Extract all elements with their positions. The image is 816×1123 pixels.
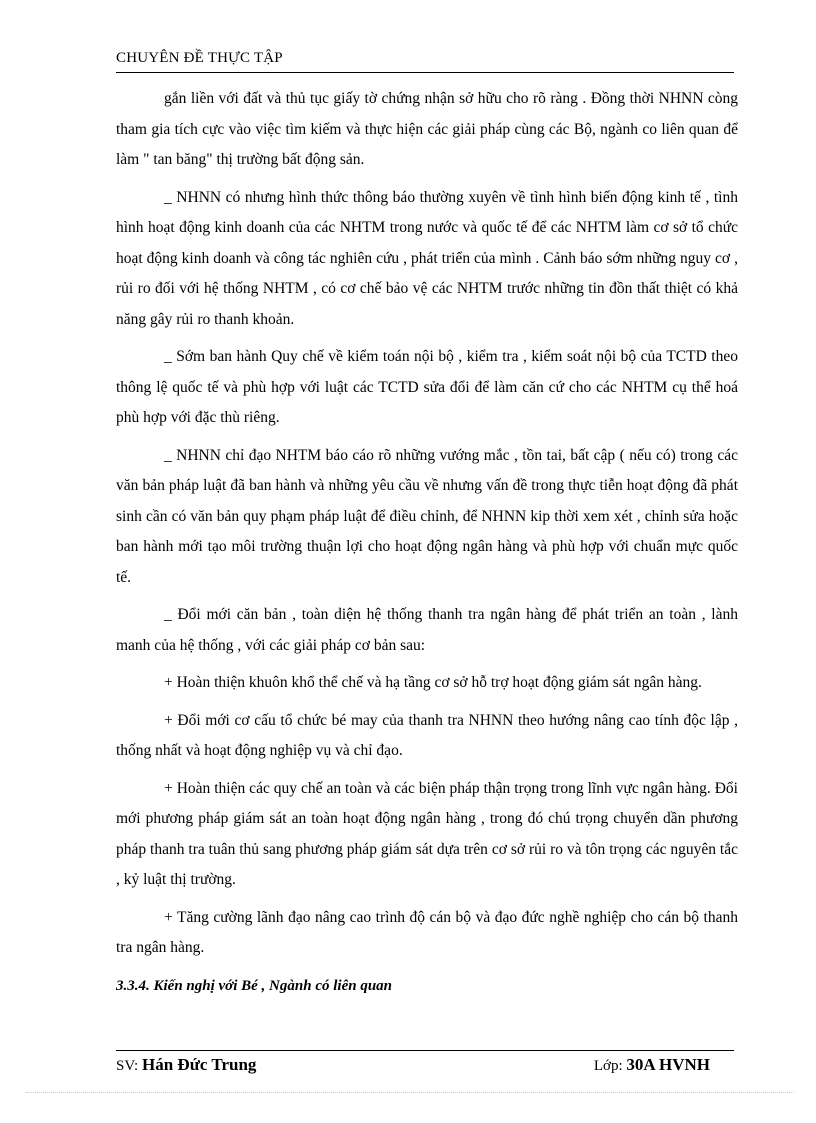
paragraph: + Hoàn thiện khuôn khổ thể chế và hạ tầng cơ sở hỗ trợ hoạt động giám sát ngân hàng. <box>164 674 702 691</box>
paragraph: _ Sớm ban hành Quy chế về kiểm toán nội bộ , kiểm tra , kiểm soát nội bộ của TCTD theo thông lệ quốc tế và phù hợp với luật các TCTD sửa đổi để làm căn cứ cho các NHTM cụ thể hoá phù hợp với đặc thù riêng. <box>116 348 738 426</box>
paragraph: _ NHNN chỉ đạo NHTM báo cáo rõ những vướng mắc , tồn tai, bất cập ( nếu có) trong các văn bản pháp luật đã ban hành và những yêu cầu về nhưng vấn đề trong thực tiễn hoạt động đã phát sinh cần có văn bản quy phạm pháp luật để điều chỉnh, để NHNN kip thời xem xét , chỉnh sửa hoặc ban hành mới tạo môi trường thuận lợi cho hoạt động ngân hàng và phù hợp với chuẩn mực quốc tế. <box>116 446 738 586</box>
student-label: SV: <box>116 1058 139 1074</box>
paragraph: + Tăng cường lãnh đạo nâng cao trình độ cán bộ và đạo đức nghề nghiệp cho cán bộ thanh tra ngân hàng. <box>116 908 738 956</box>
page-footer <box>116 1050 734 1081</box>
section-heading: 3.3.4. Kiến nghị với Bé , Ngành có liên quan <box>116 977 393 994</box>
header-title: CHUYÊN ĐỀ THỰC TẬP <box>116 50 283 66</box>
paragraph: gắn liền với đất và thủ tục giấy tờ chứng nhận sở hữu cho rõ ràng . Đồng thời NHNN còng tham gia tích cực vào việc tìm kiếm và thực hiện các giải pháp cùng các Bộ, ngành co liên quan để làm " tan băng" thị trường bất động sản. <box>116 90 738 168</box>
page-edge-divider <box>26 1092 794 1093</box>
class-label: Lớp: <box>593 1058 623 1074</box>
paragraph: + Đổi mới cơ cấu tổ chức bé may của thanh tra NHNN theo hướng nâng cao tính độc lập , thống nhất và hoạt động nghiệp vụ và chỉ đạo. <box>116 711 738 759</box>
student-name: Hán Đức Trung <box>141 1055 257 1074</box>
paragraph: _ Đổi mới căn bản , toàn diện hệ thống thanh tra ngân hàng để phát triển an toàn , lành manh của hệ thống , với các giải pháp cơ bản sau: <box>116 606 738 654</box>
paragraph: + Hoàn thiện các quy chế an toàn và các biện pháp thận trọng trong lĩnh vực ngân hàng. Đổi mới phương pháp giám sát an toàn hoạt động ngân hàng , trong đó chú trọng chuyển dần phương pháp thanh tra tuân thủ sang phương pháp giám sát dựa trên cơ sở rủi ro và tôn trọng các nguyên tắc , kỷ luật thị trường. <box>116 779 738 888</box>
document-body <box>116 84 738 1001</box>
footer-student <box>116 1055 256 1075</box>
footer-class <box>594 1055 710 1075</box>
page-header <box>116 46 734 73</box>
paragraph: _ NHNN có nhưng hình thức thông báo thường xuyên về tình hình biến động kinh tế , tình hình hoạt động kinh doanh của các NHTM trong nước và quốc tế để các NHTM làm cơ sở tổ chức hoạt động kinh doanh và công tác nghiên cứu , phát triển của mình . Cảnh báo sớm những nguy cơ , rủi ro đối với hệ thống NHTM , có cơ chế bảo vệ các NHTM trước những tin đồn thất thiệt có khả năng gây rủi ro thanh khoản. <box>116 188 738 328</box>
class-name: 30A HVNH <box>626 1055 710 1074</box>
